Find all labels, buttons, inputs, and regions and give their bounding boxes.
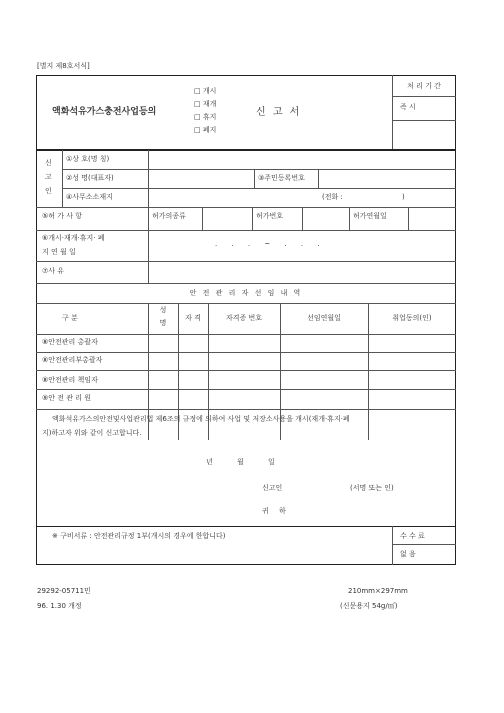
resident-no-label: ③주민등록번호 (258, 174, 305, 182)
applicant-label-3: 인 (45, 187, 52, 195)
footer-code: 29292-05711민 (37, 587, 91, 595)
form-name: 액화석유가스충전사업등의 (52, 107, 157, 117)
processing-period-label: 처 리 기 간 (407, 82, 441, 90)
phone-label: (전화 : (322, 193, 343, 201)
permit-type-label: 허가의종류 (152, 212, 186, 220)
company-label: ①상 호(명 칭) (66, 155, 110, 163)
footer-size: 210mm×297mm (348, 587, 408, 595)
applicant-label-1: 신 (45, 159, 52, 167)
safety-title: 안 전 관 리 자 선 임 내 역 (189, 289, 303, 297)
fee-value: 없 음 (400, 550, 416, 558)
option-close: □ 폐지 (194, 126, 217, 134)
col-cert-no: 자격증 번호 (225, 314, 263, 322)
report-title: 신 고 서 (256, 107, 302, 118)
name-label: ②성 명(대표자) (66, 174, 114, 182)
col-appoint-date: 선임연월일 (307, 314, 341, 322)
footer-revision: 96. 1.30 개정 (37, 602, 82, 610)
attachments-text: ※ 구비서류 : 안전관리규정 1부(개시의 경우에 한합니다) (52, 532, 226, 540)
col-consent: 취업동의(인) (392, 314, 432, 322)
reporter-label: 신고인 (262, 484, 283, 492)
reason-label: ⑦사 유 (42, 267, 65, 275)
permit-number-label: 허가번호 (256, 212, 284, 220)
declaration-date: 년 월 일 (206, 458, 275, 466)
fee-label: 수 수 료 (400, 532, 425, 540)
table-row-deputy-manager: ⑧안전관리부총괄자 (42, 356, 103, 364)
col-name-line2: 명 (159, 319, 167, 327)
period-label-line2: 지 연 월 일 (42, 248, 76, 256)
declaration-line1: 액화석유가스의안전및사업관리법 제6조의 규정에 의하여 사업 및 저장소사용을 개시(재개·휴지·폐 (52, 415, 350, 423)
option-open: □ 개시 (194, 87, 217, 95)
processing-period-value: 즉 시 (400, 103, 416, 111)
col-name-line1: 성 (159, 306, 167, 314)
declaration-line2: 지)하고자 위와 같이 신고합니다. (42, 429, 142, 437)
permit-date-label: 허가연월일 (353, 212, 387, 220)
col-category: 구 분 (62, 314, 78, 322)
table-row-safety-staff: ⑨안 전 관 리 원 (42, 394, 91, 402)
period-date-placeholder: . . . ~ . . . (215, 240, 326, 248)
table-row-responsible-manager: ⑧안전관리 책임자 (42, 376, 98, 384)
form-id: [별지 제8호서식] (37, 62, 90, 70)
permit-label: ⑤허 가 사 항 (42, 212, 82, 220)
phone-close: ) (402, 193, 405, 201)
signature-label: (서명 또는 인) (350, 484, 394, 492)
option-resume: □ 재개 (194, 100, 217, 108)
option-suspend: □ 휴지 (194, 113, 217, 121)
office-label: ④사무소소재지 (66, 193, 113, 201)
footer-paper: (신문용지 54g/㎡) (340, 602, 398, 610)
table-row-general-manager: ⑧안전관리 총괄자 (42, 338, 98, 346)
applicant-label-2: 고 (45, 173, 52, 181)
period-label-line1: ⑥개시·재개·휴지· 폐 (42, 234, 105, 242)
col-qualification: 자 격 (185, 314, 201, 322)
addressee: 귀 하 (262, 507, 286, 515)
